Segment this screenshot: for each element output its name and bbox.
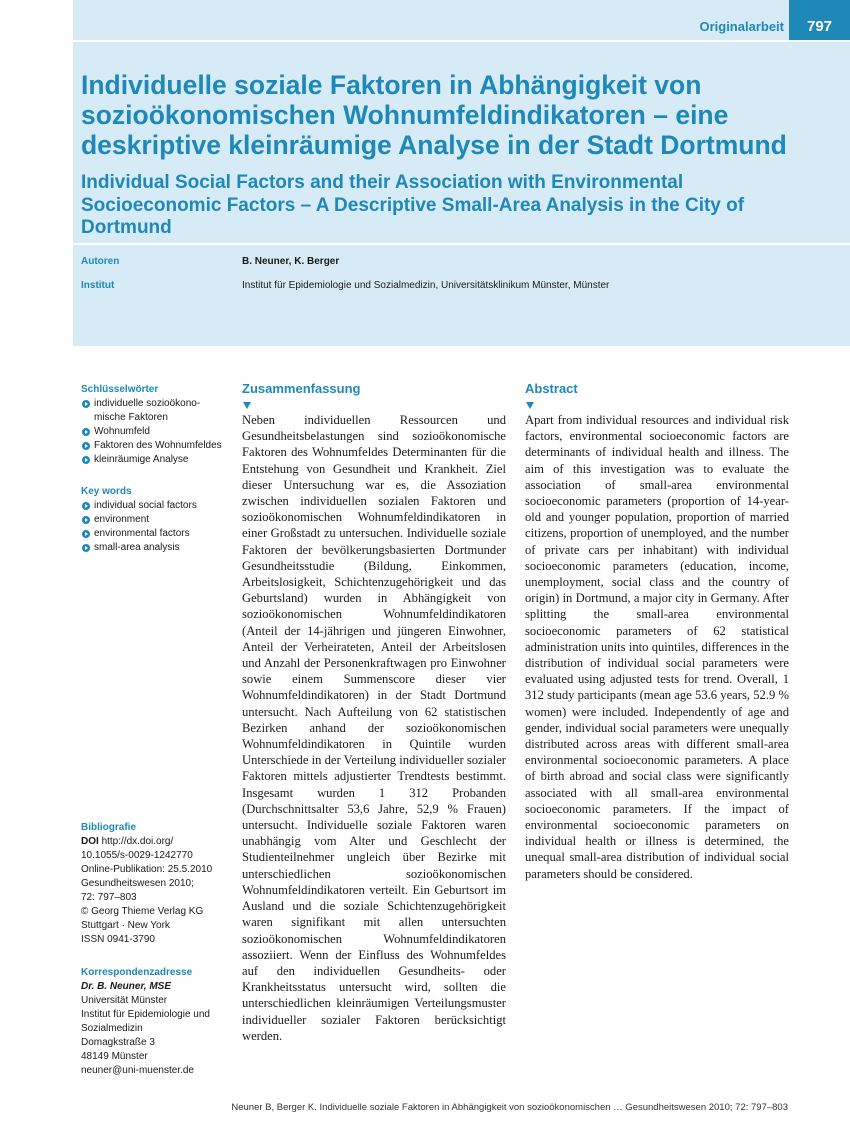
- abstract-german-heading: Zusammenfassung: [242, 381, 361, 396]
- header-divider: [73, 40, 850, 42]
- section-label: Originalarbeit: [699, 19, 784, 34]
- institute-label: Institut: [81, 280, 115, 291]
- keywords-de-heading: Schlüsselwörter: [81, 384, 159, 395]
- correspondence-name: Dr. B. Neuner, MSE: [81, 981, 172, 992]
- keywords-en-list: [81, 499, 231, 555]
- keyword-item: individuelle sozioökono-mische Faktoren: [81, 397, 231, 425]
- triangle-down-icon: [526, 402, 534, 409]
- authors-label: Autoren: [81, 256, 120, 267]
- journal: Gesundheitswesen 2010;: [81, 878, 194, 889]
- keywords-en-heading: Key words: [81, 486, 132, 497]
- authors: B. Neuner, K. Berger: [242, 256, 340, 267]
- abstract-english-text: Apart from individual resources and individual risk factors, environmental socioeconomic factors are determinants of individual health and illness. The aim of this investigation was to evaluate the association of small-area environmental socioeconomic parameters (proportion of 14-year-old and younger population, proportion of married citizens, proportion of unemployed, and the number of private cars per inhabitant) with individual socioeconomic parameters (education, income, unemployment, social class and the country of origin) in Dortmund, a major city in Germany. After splitting the small-area environmental socioeconomic parameters of 62 statistical administration units into quintiles, differences in the distribution of individual social parameters were evaluated using adjusted tests for trend. Overall, 1 312 study participants (mean age 53.6 years, 52.9 % women) were included. Independently of age and gender, individual social parameters were unequally distributed across areas with different small-area environmental socioeconomic parameters. A place of birth abroad and social class were significantly associated with all small-area environmental socioeconomic parameters. If the impact of environmental socioeconomic parameters on individual health or illness is determined, the unequal small-area distribution of individual social parameters should be considered.: [525, 413, 789, 881]
- issn: ISSN 0941-3790: [81, 934, 155, 945]
- keywords-de-list: [81, 397, 231, 467]
- title-divider: [73, 243, 850, 245]
- bibliography-heading: Bibliografie: [81, 822, 137, 833]
- footer-citation: Neuner B, Berger K. Individuelle soziale Faktoren in Abhängigkeit von sozioökonomischen … Gesundheitswesen 2010; 72: 797–803: [231, 1102, 788, 1113]
- address-line: Universität Münster: [81, 995, 168, 1006]
- address-line: Domagkstraße 3: [81, 1037, 155, 1048]
- keyword-item: environmental factors: [81, 527, 231, 541]
- bullet-arrow-icon: [82, 400, 90, 408]
- english-title: Individual Social Factors and their Association with Environmental Socioeconomic Factors – A Descriptive Small-Area Analysis in the City of Dortmund: [81, 172, 745, 238]
- institute: Institut für Epidemiologie und Sozialmedizin, Universitätsklinikum Münster, Münster: [242, 280, 610, 291]
- keywords-de: [81, 383, 231, 467]
- keyword-item: small-area analysis: [81, 541, 231, 555]
- keyword-item: Faktoren des Wohnumfeldes: [81, 439, 231, 453]
- triangle-down-icon: [243, 402, 251, 409]
- publisher-location: Stuttgart · New York: [81, 920, 170, 931]
- bullet-arrow-icon: [82, 442, 90, 450]
- keywords-en: [81, 485, 231, 555]
- bullet-arrow-icon: [82, 544, 90, 552]
- keyword-item: environment: [81, 513, 231, 527]
- correspondence-heading: Korrespondenzadresse: [81, 967, 193, 978]
- copyright: © Georg Thieme Verlag KG: [81, 906, 204, 917]
- bullet-arrow-icon: [82, 502, 90, 510]
- online-date: Online-Publikation: 25.5.2010: [81, 864, 213, 875]
- address-line: Institut für Epidemiologie und: [81, 1009, 210, 1020]
- bibliography: [81, 821, 231, 947]
- abstract-german-text: Neben individuellen Ressourcen und Gesundheitsbelastungen sind sozioökonomische Faktoren des Wohnumfeldes Determinanten für die Entstehung von Gesundheit und Krankheit. Ziel dieser Untersuchung war es, die Assoziation zwischen individuellen sozialen Faktoren und sozioökonomischen Wohnumfeldindikatoren in einer Großstadt zu untersuchen. Individuelle soziale Faktoren der bevölkerungsbasierten Dortmunder Gesundheitsstudie (Bildung, Einkommen, Arbeitslosigkeit, Schichtenzugehörigkeit und das Geburtsland) wurden in Abhängigkeit von sozioökonomischen Wohnumfeldindikatoren (Anteil der 14-jährigen und jüngeren Einwohner, Anteil der Verheirateten, Anteil der Arbeitslosen und Anzahl der Personenkraftwagen pro Einwohner sowie einem Summenscore dieser vier Wohnumfeldindikatoren) in der Stadt Dortmund untersucht. Nach Aufteilung von 62 statistischen Bezirken anhand der sozioökonomischen Wohnumfeldindikatoren in Quintile wurden Unterschiede in der Verteilung individueller sozialer Faktoren mittels adjustierter Trendtests bestimmt. Insgesamt wurden 1 312 Probanden (Durchschnittsalter 53,6 Jahre, 52,9 % Frauen) untersucht. Individuelle soziale Faktoren waren unabhängig vom Alter und Geschlecht der Studienteilnehmer ungleich über Bezirke mit unterschiedlichen sozioökonomischen Wohnumfeldindikatoren verteilt. Ein Geburtsort im Ausland und die soziale Schichtenzugehörigkeit waren signifikant mit allen untersuchten sozioökonomischen Wohnumfeldindikatoren assoziiert. Wenn der Einfluss des Wohnumfeldes auf den individuellen Gesundheits- oder Krankheitsstatus untersucht wird, sollten die unterschiedlichen kleinräumigen Verteilungsmuster individueller sozialer Faktoren berücksichtigt werden.: [242, 413, 506, 1043]
- bullet-arrow-icon: [82, 530, 90, 538]
- bullet-arrow-icon: [82, 456, 90, 464]
- keyword-item: Wohnumfeld: [81, 425, 231, 439]
- abstract-german: [242, 381, 506, 1044]
- bullet-arrow-icon: [82, 516, 90, 524]
- keyword-item: individual social factors: [81, 499, 231, 513]
- abstract-english: [525, 381, 789, 882]
- doi-value: 10.1055/s-0029-1242770: [81, 850, 193, 861]
- abstract-english-heading: Abstract: [525, 381, 578, 396]
- address-line: 48149 Münster: [81, 1051, 148, 1062]
- bullet-arrow-icon: [82, 428, 90, 436]
- doi-line: DOI http://dx.doi.org/: [81, 836, 174, 847]
- doi-link[interactable]: http://dx.doi.org/: [101, 836, 174, 847]
- address-line: Sozialmedizin: [81, 1023, 143, 1034]
- volume-pages: 72: 797–803: [81, 892, 137, 903]
- keyword-item: kleinräumige Analyse: [81, 453, 231, 467]
- email-link[interactable]: neuner@uni-muenster.de: [81, 1065, 194, 1076]
- page-number: 797: [789, 0, 850, 40]
- correspondence: [81, 966, 231, 1078]
- german-title: Individuelle soziale Faktoren in Abhängigkeit von sozioökonomischen Wohnumfeldindikatoren – eine deskriptive kleinräumige Analyse in der Stadt Dortmund: [81, 70, 787, 160]
